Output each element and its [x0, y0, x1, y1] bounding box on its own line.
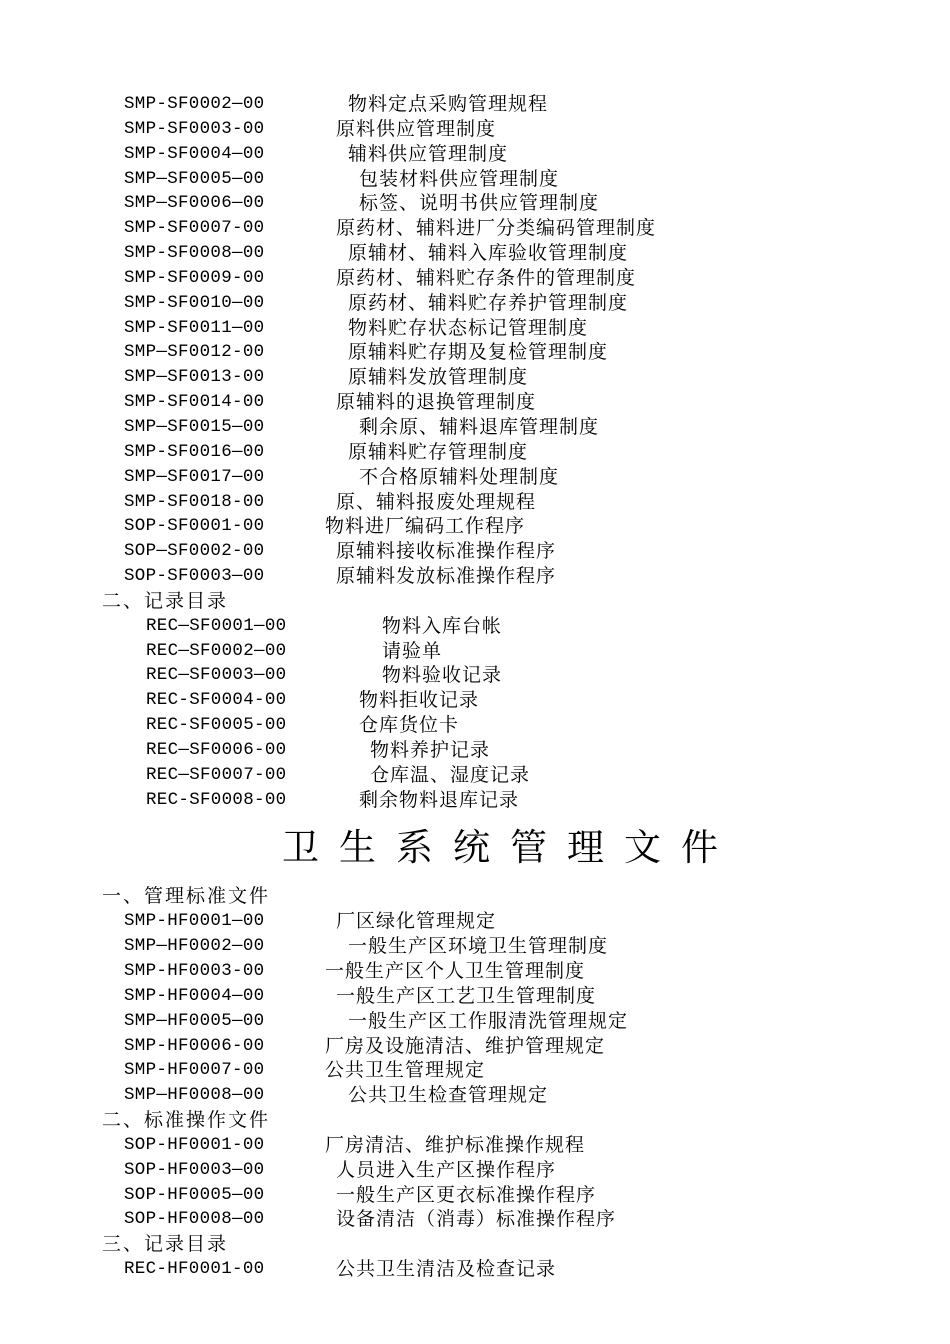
doc-title: 原辅料发放管理制度	[348, 366, 529, 389]
doc-title: 公共卫生检查管理规定	[348, 1084, 549, 1107]
list-item	[0, 1058, 950, 1083]
doc-title: 原辅料发放标准操作程序	[336, 565, 557, 588]
list-item	[0, 1034, 950, 1059]
list-item	[0, 241, 950, 266]
list-item	[0, 440, 950, 465]
list-item	[0, 1183, 950, 1208]
record-code: REC—SF0007-00	[146, 764, 287, 785]
list-item	[0, 959, 950, 984]
section-title	[0, 812, 950, 884]
record-title: 请验单	[382, 639, 443, 662]
doc-title: 一般生产区工作服清洗管理规定	[348, 1009, 629, 1032]
doc-title: 原药材、辅料贮存条件的管理制度	[336, 266, 637, 289]
list-item	[0, 266, 950, 291]
record-code: REC-SF0004-00	[146, 690, 287, 711]
record-title: 物料入库台帐	[382, 614, 503, 637]
doc-code: SMP—HF0005—00	[124, 1010, 265, 1031]
list-item	[0, 216, 950, 241]
doc-title: 物料贮存状态标记管理制度	[348, 316, 589, 339]
list-item	[0, 191, 950, 216]
section-heading	[0, 1232, 950, 1257]
doc-title: 原辅料接收标准操作程序	[336, 540, 557, 563]
section-heading	[0, 1108, 950, 1133]
list-item	[0, 763, 950, 788]
list-item	[0, 688, 950, 713]
doc-code: SMP-SF0002—00	[124, 94, 265, 114]
list-item	[0, 465, 950, 490]
record-code: REC—SF0006-00	[146, 739, 287, 760]
doc-code: SOP—SF0002-00	[124, 541, 265, 562]
doc-title: 不合格原辅料处理制度	[359, 465, 560, 488]
record-title: 物料养护记录	[370, 738, 491, 761]
list-item	[0, 738, 950, 763]
list-item	[0, 1158, 950, 1183]
doc-title: 原辅料贮存管理制度	[348, 440, 529, 463]
doc-title: 厂房清洁、维护标准操作规程	[325, 1133, 586, 1156]
list-item	[0, 92, 950, 117]
doc-code: SMP—SF0013-00	[124, 367, 265, 388]
doc-title: 一般生产区更衣标准操作程序	[336, 1183, 597, 1206]
list-item	[0, 340, 950, 365]
record-code: REC-HF0001-00	[124, 1259, 265, 1280]
list-item	[0, 934, 950, 959]
list-item	[0, 663, 950, 688]
record-code: REC—SF0003—00	[146, 665, 287, 686]
list-item	[0, 390, 950, 415]
doc-code: SMP-HF0006-00	[124, 1035, 265, 1056]
doc-title: 原料供应管理制度	[336, 117, 497, 140]
list-item	[0, 1257, 950, 1282]
list-item	[0, 291, 950, 316]
list-item	[0, 713, 950, 738]
doc-code: SMP-SF0007-00	[124, 218, 265, 239]
doc-title: 原、辅料报废处理规程	[336, 490, 537, 513]
doc-code: SOP-SF0001-00	[124, 516, 265, 537]
doc-code: SMP—HF0002—00	[124, 936, 265, 957]
doc-title: 包装材料供应管理制度	[359, 167, 560, 190]
doc-title: 一般生产区个人卫生管理制度	[325, 960, 586, 982]
record-title: 公共卫生清洁及检查记录	[336, 1258, 557, 1281]
list-item	[0, 1133, 950, 1158]
management-heading: 一、管理标准文件	[102, 885, 271, 908]
record-title: 物料拒收记录	[359, 689, 480, 712]
doc-code: SOP-HF0003—00	[124, 1159, 265, 1180]
list-item	[0, 984, 950, 1009]
doc-code: SMP—HF0008—00	[124, 1085, 265, 1106]
list-item	[0, 167, 950, 192]
record-title: 剩余物料退库记录	[359, 788, 520, 811]
doc-title: 原药材、辅料贮存养护管理制度	[348, 291, 629, 314]
doc-code: SMP—SF0006—00	[124, 193, 265, 214]
doc-code: SMP-SF0014-00	[124, 392, 265, 413]
list-item	[0, 788, 950, 813]
record-title: 物料验收记录	[382, 664, 503, 687]
doc-code: SOP-SF0003—00	[124, 566, 265, 587]
list-item	[0, 415, 950, 440]
doc-title: 物料定点采购管理规程	[348, 93, 549, 115]
doc-code: SMP-SF0003-00	[124, 118, 265, 139]
doc-code: SMP-SF0004—00	[124, 143, 265, 164]
document-page	[0, 92, 950, 1282]
record-heading: 二、记录目录	[102, 589, 229, 612]
doc-code: SMP-SF0016—00	[124, 441, 265, 462]
doc-title: 辅料供应管理制度	[348, 142, 509, 165]
sop-heading: 二、标准操作文件	[102, 1109, 271, 1132]
doc-code: SMP-SF0018-00	[124, 491, 265, 512]
record-code: REC—SF0002—00	[146, 640, 287, 661]
doc-code: SMP-HF0001—00	[124, 911, 265, 932]
list-item	[0, 639, 950, 664]
list-item	[0, 117, 950, 142]
doc-code: SMP-SF0009-00	[124, 267, 265, 288]
doc-title: 原辅料的退换管理制度	[336, 391, 537, 414]
list-item	[0, 490, 950, 515]
doc-title: 原辅材、辅料入库验收管理制度	[348, 242, 629, 265]
list-item	[0, 365, 950, 390]
record-title: 仓库货位卡	[359, 714, 460, 737]
doc-code: SMP-SF0011—00	[124, 317, 265, 338]
doc-code: SMP-SF0008—00	[124, 243, 265, 264]
doc-code: SMP—SF0012-00	[124, 342, 265, 363]
list-item	[0, 539, 950, 564]
list-item	[0, 316, 950, 341]
doc-title: 设备清洁（消毒）标准操作程序	[336, 1208, 617, 1231]
doc-title: 公共卫生管理规定	[325, 1059, 486, 1082]
list-item	[0, 514, 950, 539]
doc-code: SOP-HF0005—00	[124, 1184, 265, 1205]
doc-title: 厂房及设施清洁、维护管理规定	[325, 1034, 606, 1057]
doc-code: SMP-HF0007-00	[124, 1060, 265, 1081]
doc-title: 剩余原、辅料退库管理制度	[359, 415, 600, 438]
doc-code: SMP-HF0004—00	[124, 985, 265, 1006]
record-heading: 三、记录目录	[102, 1233, 229, 1256]
list-item	[0, 614, 950, 639]
record-code: REC-SF0008-00	[146, 789, 287, 810]
doc-title: 物料进厂编码工作程序	[325, 515, 526, 538]
record-code: REC-SF0005-00	[146, 715, 287, 736]
page-title: 卫生系统管理文件	[282, 826, 738, 870]
doc-title: 原药材、辅料进厂分类编码管理制度	[336, 217, 657, 240]
doc-code: SOP-HF0001-00	[124, 1134, 265, 1155]
list-item	[0, 142, 950, 167]
doc-title: 一般生产区工艺卫生管理制度	[336, 984, 597, 1007]
list-item	[0, 1009, 950, 1034]
record-code: REC—SF0001—00	[146, 615, 287, 636]
list-item	[0, 1083, 950, 1108]
doc-code: SMP—SF0005—00	[124, 168, 265, 189]
doc-title: 一般生产区环境卫生管理制度	[348, 935, 609, 958]
list-item	[0, 909, 950, 934]
doc-code: SMP—SF0017—00	[124, 466, 265, 487]
doc-code: SMP-SF0010—00	[124, 292, 265, 313]
record-title: 仓库温、湿度记录	[370, 763, 531, 786]
section-heading	[0, 884, 950, 909]
list-item	[0, 564, 950, 589]
section-heading	[0, 589, 950, 614]
list-item	[0, 1207, 950, 1232]
doc-title: 原辅料贮存期及复检管理制度	[348, 341, 609, 364]
doc-code: SMP—SF0015—00	[124, 416, 265, 437]
doc-title: 人员进入生产区操作程序	[336, 1158, 557, 1181]
doc-code: SOP-HF0008—00	[124, 1209, 265, 1230]
doc-title: 标签、说明书供应管理制度	[359, 192, 600, 215]
doc-code: SMP-HF0003-00	[124, 961, 265, 981]
doc-title: 厂区绿化管理规定	[336, 910, 497, 933]
